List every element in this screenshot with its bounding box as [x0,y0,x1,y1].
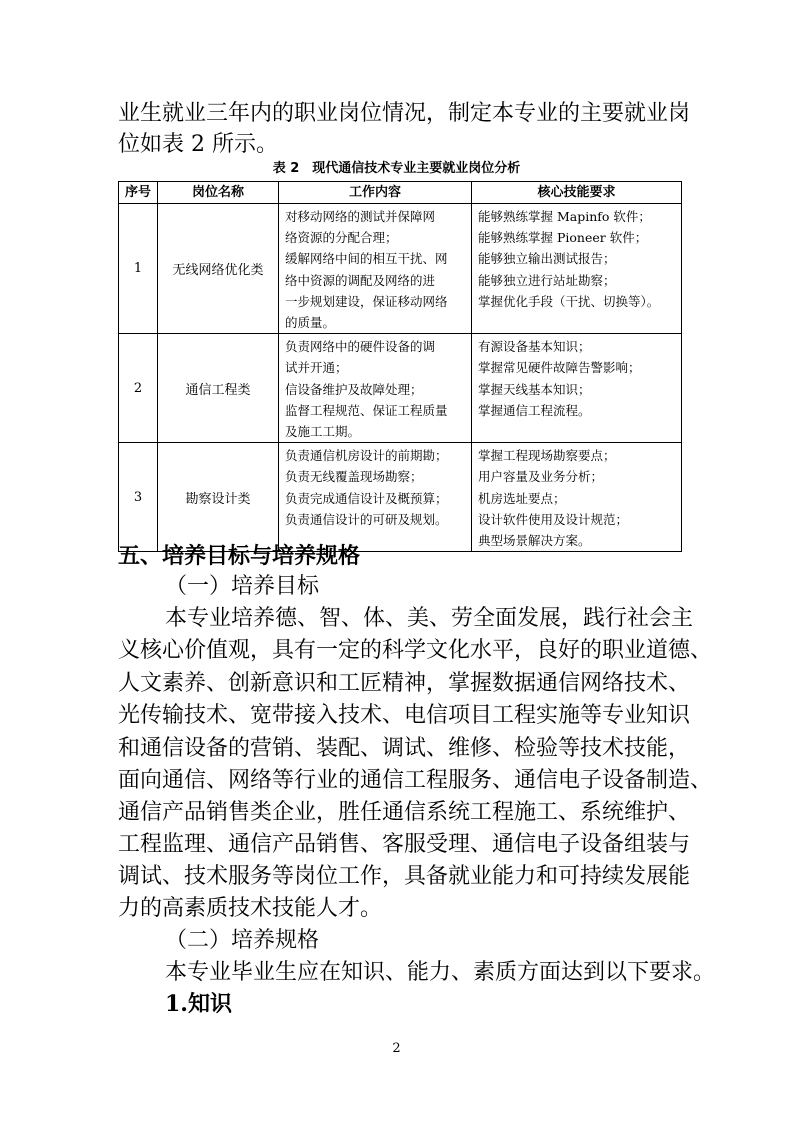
row-job-name: 通信工程类 [158,334,279,443]
goal-paragraph-line: 光传输技术、宽带接入技术、电信项目工程实施等专业知识 [118,703,691,728]
header-no: 序号 [119,182,158,204]
table-row [119,334,682,443]
subsection-knowledge: 1.知识 [165,991,232,1017]
work-line: 负责网络中的硬件设备的调 [285,339,436,355]
goal-paragraph-line: 本专业培养德、智、体、美、劳全面发展，践行社会主 [165,606,694,631]
goal-paragraph-line: 调试、技术服务等岗位工作，具备就业能力和可持续发展能 [118,864,691,889]
job-analysis-table [118,181,682,552]
table-header-row [119,182,682,204]
goal-paragraph-line: 和通信设备的营销、装配、调试、维修、检验等技术技能， [118,736,691,761]
work-line: 监督工程规范、保证工程质量 [285,402,448,418]
work-line: 负责无线覆盖现场勘察； [285,469,423,485]
table-row [119,443,682,552]
row-job-name: 勘察设计类 [158,443,279,552]
header-core-skills: 核心技能要求 [472,182,682,204]
work-line: 及施工工期。 [285,424,361,440]
skill-line: 能够熟练掌握 Pioneer 软件； [478,230,648,246]
work-line: 缓解网络中间的相互干扰、网 [285,251,448,267]
skill-line: 机房选址要点； [478,490,566,506]
section-5-heading: 五、培养目标与培养规格 [118,543,361,569]
row-job-name: 无线网络优化类 [158,204,279,334]
skill-line: 掌握通信工程流程。 [478,402,591,418]
skill-line: 设计软件使用及设计规范； [478,511,629,527]
row-work-content [279,334,472,443]
skill-line: 典型场景解决方案。 [478,533,591,549]
work-line: 试并开通； [285,360,348,376]
intro-line-2: 位如表 2 所示。 [118,132,278,157]
row-core-skills [472,204,682,334]
row-no: 2 [119,334,158,443]
skill-line: 能够独立输出测试报告； [478,251,616,267]
skill-line: 掌握天线基本知识； [478,381,591,397]
skill-line: 能够熟练掌握 Mapinfo 软件； [478,209,651,224]
row-core-skills [472,443,682,552]
skill-line: 用户容量及业务分析； [478,469,604,485]
skill-line: 掌握优化手段（干扰、切换等）。 [478,293,660,309]
work-line: 络资源的分配合理； [285,230,398,246]
subsection-training-goal: （一）培养目标 [165,574,320,599]
work-line: 负责完成通信设计及概预算； [285,490,448,506]
row-core-skills [472,334,682,443]
row-no: 1 [119,204,158,334]
goal-paragraph-line: 工程监理、通信产品销售、客服受理、通信电子设备组装与 [118,832,691,857]
header-job-name: 岗位名称 [158,182,279,204]
work-line: 络中资源的调配及网络的进 [285,272,436,288]
work-line: 对移动网络的测试并保障网 [285,209,436,224]
work-line: 信设备维护及故障处理； [285,381,423,397]
spec-paragraph: 本专业毕业生应在知识、能力、素质方面达到以下要求。 [165,960,716,985]
skill-line: 有源设备基本知识； [478,339,591,355]
row-work-content [279,443,472,552]
header-work-content: 工作内容 [279,182,472,204]
goal-paragraph-line: 义核心价值观，具有一定的科学文化水平，良好的职业道德、 [118,638,713,663]
work-line: 负责通信机房设计的前期勘； [285,448,448,464]
row-no: 3 [119,443,158,552]
skill-line: 掌握常见硬件故障告警影响； [478,360,641,376]
goal-paragraph-line: 人文素养、创新意识和工匠精神，掌握数据通信网络技术、 [118,671,691,696]
goal-paragraph-line: 力的高素质技术技能人才。 [118,896,383,921]
page-number: 2 [392,1041,401,1056]
intro-line-1: 业生就业三年内的职业岗位情况，制定本专业的主要就业岗 [118,101,691,126]
goal-paragraph-line: 面向通信、网络等行业的通信工程服务、通信电子设备制造、 [118,768,713,793]
table-row [119,204,682,334]
skill-line: 能够独立进行站址勘察； [478,272,616,288]
subsection-training-spec: （二）培养规格 [165,928,320,953]
skill-line: 掌握工程现场勘察要点； [478,448,616,464]
work-line: 的质量。 [285,315,336,331]
work-line: 负责通信设计的可研及规划。 [285,511,448,527]
table-caption: 表 2 现代通信技术专业主要就业岗位分析 [272,161,521,176]
row-work-content [279,204,472,334]
work-line: 一步规划建设，保证移动网络 [285,293,448,309]
goal-paragraph-line: 通信产品销售类企业，胜任通信系统工程施工、系统维护、 [118,800,691,825]
